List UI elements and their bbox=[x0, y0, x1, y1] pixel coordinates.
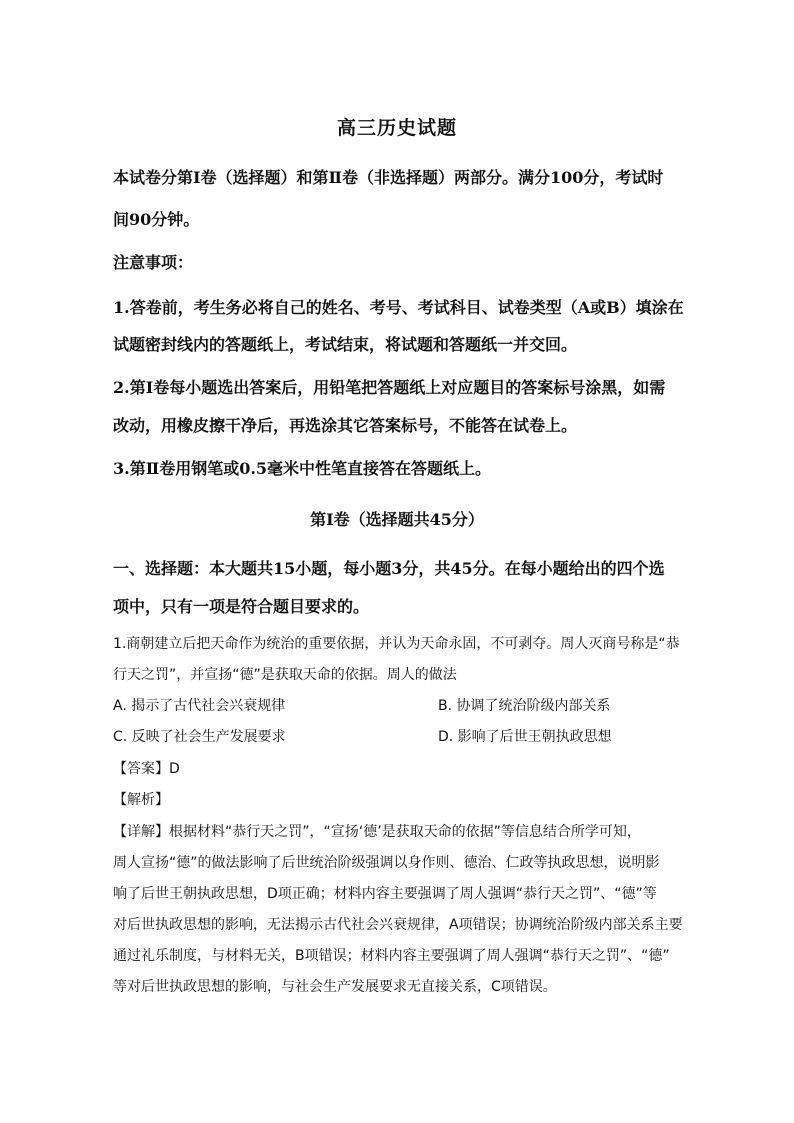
answer-line: 【答案】D bbox=[113, 761, 180, 777]
option-c: C. 反映了社会生产发展要求 bbox=[113, 729, 286, 745]
question-line-2: 行天之罚”，并宣扬“德”是获取天命的依据。周人的做法 bbox=[113, 667, 457, 683]
notice-heading: 注意事项： bbox=[113, 253, 194, 272]
part-heading-line-1: 一、选择题：本大题共15小题，每小题3分，共45分。在每小题给出的四个选 bbox=[113, 559, 665, 578]
analysis-heading: 【解析】 bbox=[113, 792, 169, 808]
part-heading-line-2: 项中，只有一项是符合题目要求的。 bbox=[113, 597, 370, 616]
detail-line-3: 响了后世王朝执政思想，D项正确；材料内容主要强调了周人强调“恭行天之罚”、“德”等 bbox=[113, 886, 657, 902]
detail-line-4: 对后世执政思想的影响，无法揭示古代社会兴衰规律，A项错误；协调统治阶级内部关系主要 bbox=[113, 917, 683, 933]
question-line-1: 1.商朝建立后把天命作为统治的重要依据，并认为天命永固，不可剥夺。周人灭商号称是“恭 bbox=[113, 636, 680, 652]
detail-line-5: 通过礼乐制度，与材料无关，B项错误；材料内容主要强调了周人强调“恭行天之罚”、“德” bbox=[113, 948, 670, 964]
option-a: A. 揭示了古代社会兴衰规律 bbox=[113, 698, 286, 714]
notice-line-3: 2.第Ⅰ卷每小题选出答案后，用铅笔把答题纸上对应题目的答案标号涂黑，如需 bbox=[113, 378, 666, 397]
notice-line-5: 3.第Ⅱ卷用钢笔或0.5毫米中性笔直接答在答题纸上。 bbox=[113, 459, 492, 478]
notice-line-4: 改动，用橡皮擦干净后，再选涂其它答案标号，不能答在试卷上。 bbox=[113, 416, 578, 435]
detail-line-6: 等对后世执政思想的影响，与社会生产发展要求无直接关系，C项错误。 bbox=[113, 979, 557, 995]
detail-line-1: 【详解】根据材料“恭行天之罚”，“宣扬‘德’是获取天命的依据”等信息结合所学可知， bbox=[113, 824, 641, 840]
notice-line-1: 1.答卷前，考生务必将自己的姓名、考号、考试科目、试卷类型（A或B）填涂在 bbox=[113, 298, 684, 317]
intro-line-1: 本试卷分第Ⅰ卷（选择题）和第Ⅱ卷（非选择题）两部分。满分100分，考试时 bbox=[113, 168, 664, 187]
section-title: 第Ⅰ卷（选择题共45分） bbox=[310, 510, 484, 529]
detail-line-2: 周人宣扬“德”的做法影响了后世统治阶级强调以身作则、德治、仁政等执政思想，说明影 bbox=[113, 855, 660, 871]
option-d: D. 影响了后世王朝执政思想 bbox=[438, 729, 612, 745]
page-title: 高三历史试题 bbox=[336, 117, 457, 139]
intro-line-2: 间90分钟。 bbox=[113, 210, 200, 229]
option-b: B. 协调了统治阶级内部关系 bbox=[438, 698, 611, 714]
notice-line-2: 试题密封线内的答题纸上，考试结束，将试题和答题纸一并交回。 bbox=[113, 335, 578, 354]
